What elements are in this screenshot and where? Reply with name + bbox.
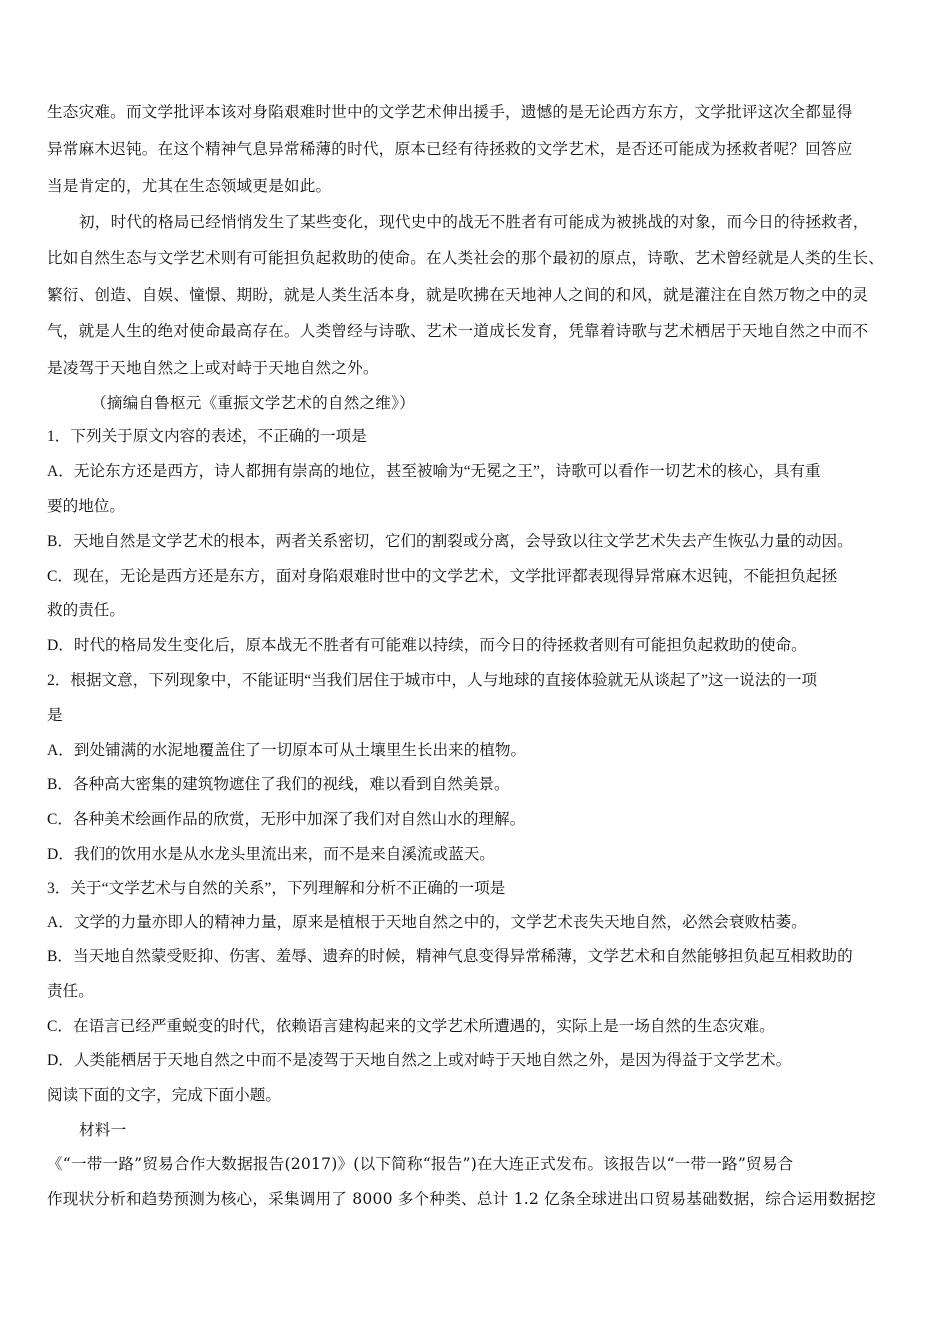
passage-line: 当是肯定的，尤其在生态领域更是如此。 <box>47 177 332 195</box>
question-option: D．人类能栖居于天地自然之中而不是凌驾于天地自然之上或对峙于天地自然之外，是因为得益于文学艺术。 <box>47 1052 792 1069</box>
material-line: 《“一带一路”贸易合作大数据报告(2017)》(以下简称“报告”)在大连正式发布。该报告以“一带一路”贸易合 <box>47 1155 794 1173</box>
question-option: B．各种高大密集的建筑物遮住了我们的视线，难以看到自然美景。 <box>47 776 510 793</box>
question-option-cont: 责任。 <box>47 983 94 1000</box>
question-option: D．时代的格局发生变化后，原本战无不胜者有可能难以持续，而今日的待拯救者则有可能担负起救助的使命。 <box>47 637 807 654</box>
question-stem: 2．根据文意，下列现象中，不能证明“当我们居住于城市中，人与地球的直接体验就无从谈起了”这一说法的一项 <box>47 672 818 689</box>
question-option: B．当天地自然蒙受贬抑、伤害、羞辱、遗弃的时候，精神气息变得异常稀薄，文学艺术和自然能够担负起互相救助的 <box>47 948 853 965</box>
passage-line: 生态灾难。而文学批评本该对身陷艰难时世中的文学艺术伸出援手，遗憾的是无论西方东方，文学批评这次全都显得 <box>47 103 853 121</box>
passage-line: 是凌驾于天地自然之上或对峙于天地自然之外。 <box>47 359 379 377</box>
question-stem: 3．关于“文学艺术与自然的关系”，下列理解和分析不正确的一项是 <box>47 880 506 897</box>
question-option-cont: 要的地位。 <box>47 498 125 515</box>
question-stem: 1．下列关于原文内容的表述，不正确的一项是 <box>47 428 367 445</box>
question-stem-cont: 是 <box>47 707 63 724</box>
question-option: D．我们的饮用水是从水龙头里流出来，而不是来自溪流或蓝天。 <box>47 846 495 863</box>
passage-line: 异常麻木迟钝。在这个精神气息异常稀薄的时代，原本已经有待拯救的文学艺术，是否还可能成为拯救者呢？回答应 <box>47 140 853 158</box>
question-option: C．各种美术绘画作品的欣赏，无形中加深了我们对自然山水的理解。 <box>47 811 526 828</box>
material-heading: 材料一 <box>79 1121 127 1139</box>
material-line: 作现状分析和趋势预测为核心，采集调用了 8000 多个种类、总计 1.2 亿条全球进出口贸易基础数据，综合运用数据挖 <box>47 1190 876 1208</box>
question-option: B．天地自然是文学艺术的根本，两者关系密切，它们的割裂或分离，会导致以往文学艺术失去产生恢弘力量的动因。 <box>47 533 853 550</box>
question-option: A．文学的力量亦即人的精神力量，原来是植根于天地自然之中的，文学艺术丧失天地自然，必然会衰败枯萎。 <box>47 914 807 931</box>
question-option-cont: 救的责任。 <box>47 602 125 619</box>
question-option: A．到处铺满的水泥地覆盖住了一切原本可从土壤里生长出来的植物。 <box>47 742 527 759</box>
passage-line: 比如自然生态与文学艺术则有可能担负起救助的使命。在人类社会的那个最初的原点，诗歌、艺术曾经就是人类的生长、 <box>47 249 885 267</box>
passage-line: 初，时代的格局已经悄悄发生了某些变化，现代史中的战无不胜者有可能成为被挑战的对象，而今日的待拯救者， <box>79 213 869 231</box>
reading-instruction: 阅读下面的文字，完成下面小题。 <box>47 1087 281 1104</box>
question-option: C．现在，无论是西方还是东方，面对身陷艰难时世中的文学艺术，文学批评都表现得异常麻木迟钝，不能担负起拯 <box>47 568 838 585</box>
question-option: A．无论东方还是西方，诗人都拥有崇高的地位，甚至被喻为“无冕之王”，诗歌可以看作一切艺术的核心，具有重 <box>47 463 821 480</box>
passage-line: 气，就是人生的绝对使命最高存在。人类曾经与诗歌、艺术一道成长发育，凭靠着诗歌与艺术栖居于天地自然之中而不 <box>47 322 869 340</box>
passage-line: 繁衍、创造、自娱、憧憬、期盼，就是人类生活本身，就是吹拂在天地神人之间的和风，就是灌注在自然万物之中的灵 <box>47 286 869 304</box>
passage-citation: （摘编自鲁枢元《重振文学艺术的自然之维》） <box>91 394 415 412</box>
question-option: C．在语言已经严重蜕变的时代，依赖语言建构起来的文学艺术所遭遇的，实际上是一场自然的生态灾难。 <box>47 1018 775 1035</box>
